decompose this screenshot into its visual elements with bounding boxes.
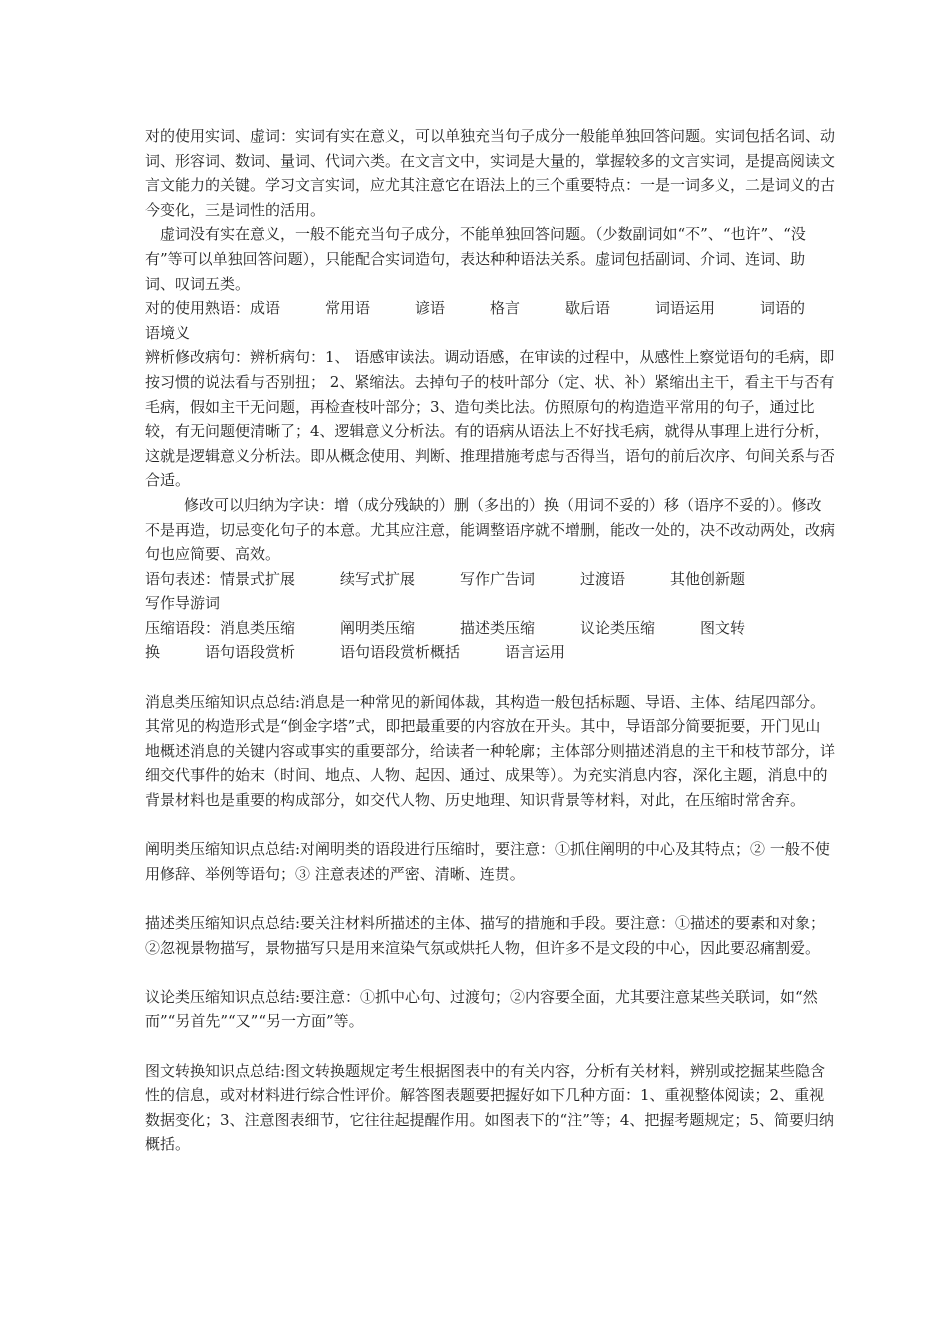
- paragraph-sentence-errors: 辨析修改病句：辨析病句：1、 语感审读法。调动语感，在审读的过程中，从感性上察觉语句的毛病，即按习惯的说法看与否别扭； 2、紧缩法。去掉句子的枝叶部分（定、状、补）紧缩出主干，看主干与否有毛病，假如主干无问题，再检查枝叶部分；3、造句类比法。仿照原句的构造造平常用的句子，通过比较，有无问题便清晰了；4、逻辑意义分析法。有的语病从语法上不好找毛病，就得从事理上进行分析，这就是逻辑意义分析法。即从概念使用、判断、推理措施考虑与否得当，语句的前后次序、句间关系与否合适。: [145, 348, 836, 490]
- paragraph-content-function-words: 对的使用实词、虚词：实词有实在意义，可以单独充当句子成分一般能单独回答问题。实词包括名词、动词、形容词、数词、量词、代词六类。在文言文中，实词是大量的，掌握较多的文言实词，是提高阅读文言文能力的关键。学习文言实词，应尤其注意它在语法上的三个重要特点：一是一词多义，二是词义的古今变化，三是词性的活用。: [145, 127, 836, 219]
- blank-line: [145, 960, 835, 985]
- paragraph-compression-line1: 压缩语段：消息类压缩 阐明类压缩 描述类压缩 议论类压缩 图文转: [145, 618, 746, 637]
- paragraph-compression-line2: 换 语句语段赏析 语句语段赏析概括 语言运用: [145, 643, 566, 662]
- paragraph-expression-line2: 写作导游词: [145, 594, 221, 613]
- paragraph-explanation-compression: 阐明类压缩知识点总结:对阐明类的语段进行压缩时，要注意：①抓住阐明的中心及其特点；② 一般不使用修辞、举例等语句；③ 注意表述的严密、清晰、连贯。: [145, 840, 830, 883]
- blank-line: [145, 813, 835, 838]
- paragraph-function-words: 虚词没有实在意义，一般不能充当句子成分，不能单独回答问题。（少数副词如“不”、“也许”、“没有”等可以单独回答问题），只能配合实词造句，表达种种语法关系。虚词包括副词、介词、连词、助词、叹词五类。: [145, 225, 806, 293]
- paragraph-argument-compression: 议论类压缩知识点总结:要注意：①抓中心句、过渡句；②内容要全面，尤其要注意某些关联词，如“然而”“另首先”“又”“另一方面”等。: [145, 987, 818, 1031]
- paragraph-revision-rules: 修改可以归纳为字诀：增（成分残缺的）删（多出的）换（用词不妥的）移（语序不妥的）。修改不是再造，切忌变化句子的本意。尤其应注意，能调整语序就不增删，能改一处的，决不改动两处，改病句也应简要、高效。: [145, 495, 836, 564]
- paragraph-idioms-line1: 对的使用熟语：成语 常用语 谚语 格言 歇后语 词语运用 词语的: [145, 299, 806, 318]
- blank-line: [145, 886, 835, 911]
- paragraph-description-compression: 描述类压缩知识点总结:要关注材料所描述的主体、描写的措施和手段。要注意：①描述的要素和对象；②忽视景物描写，景物描写只是用来渲染气氛或烘托人物，但许多不是文段的中心，因此要忍痛割爱。: [145, 914, 826, 957]
- paragraph-idioms-line2: 语境义: [145, 323, 191, 342]
- document-body: [145, 124, 835, 1157]
- paragraph-news-compression: 消息类压缩知识点总结:消息是一种常见的新闻体裁，其构造一般包括标题、导语、主体、结尾四部分。其常见的构造形式是“倒金字塔”式，即把最重要的内容放在开头。其中，导语部分简要扼要，开门见山地概述消息的关键内容或事实的重要部分，给读者一种轮廓；主体部分则描述消息的主干和枝节部分，详细交代事件的始末（时间、地点、人物、起因、通过、成果等）。为充实消息内容，深化主题，消息中的背景材料也是重要的构成部分，如交代人物、历史地理、知识背景等材料，对此，在压缩时常舍弃。: [145, 692, 836, 810]
- paragraph-chart-conversion: 图文转换知识点总结:图文转换题规定考生根据图表中的有关内容，分析有关材料，辨别或挖掘某些隐含性的信息，或对材料进行综合性评价。解答图表题要把握好如下几种方面：1、重视整体阅读；2、重视数据变化；3、注意图表细节，它往往起提醒作用。如图表下的“注”等；4、把握考题规定；5、简要归纳概括。: [145, 1061, 834, 1154]
- paragraph-expression-line1: 语句表述：情景式扩展 续写式扩展 写作广告词 过渡语 其他创新题: [145, 569, 746, 588]
- blank-line: [145, 1034, 835, 1059]
- blank-line: [145, 665, 835, 690]
